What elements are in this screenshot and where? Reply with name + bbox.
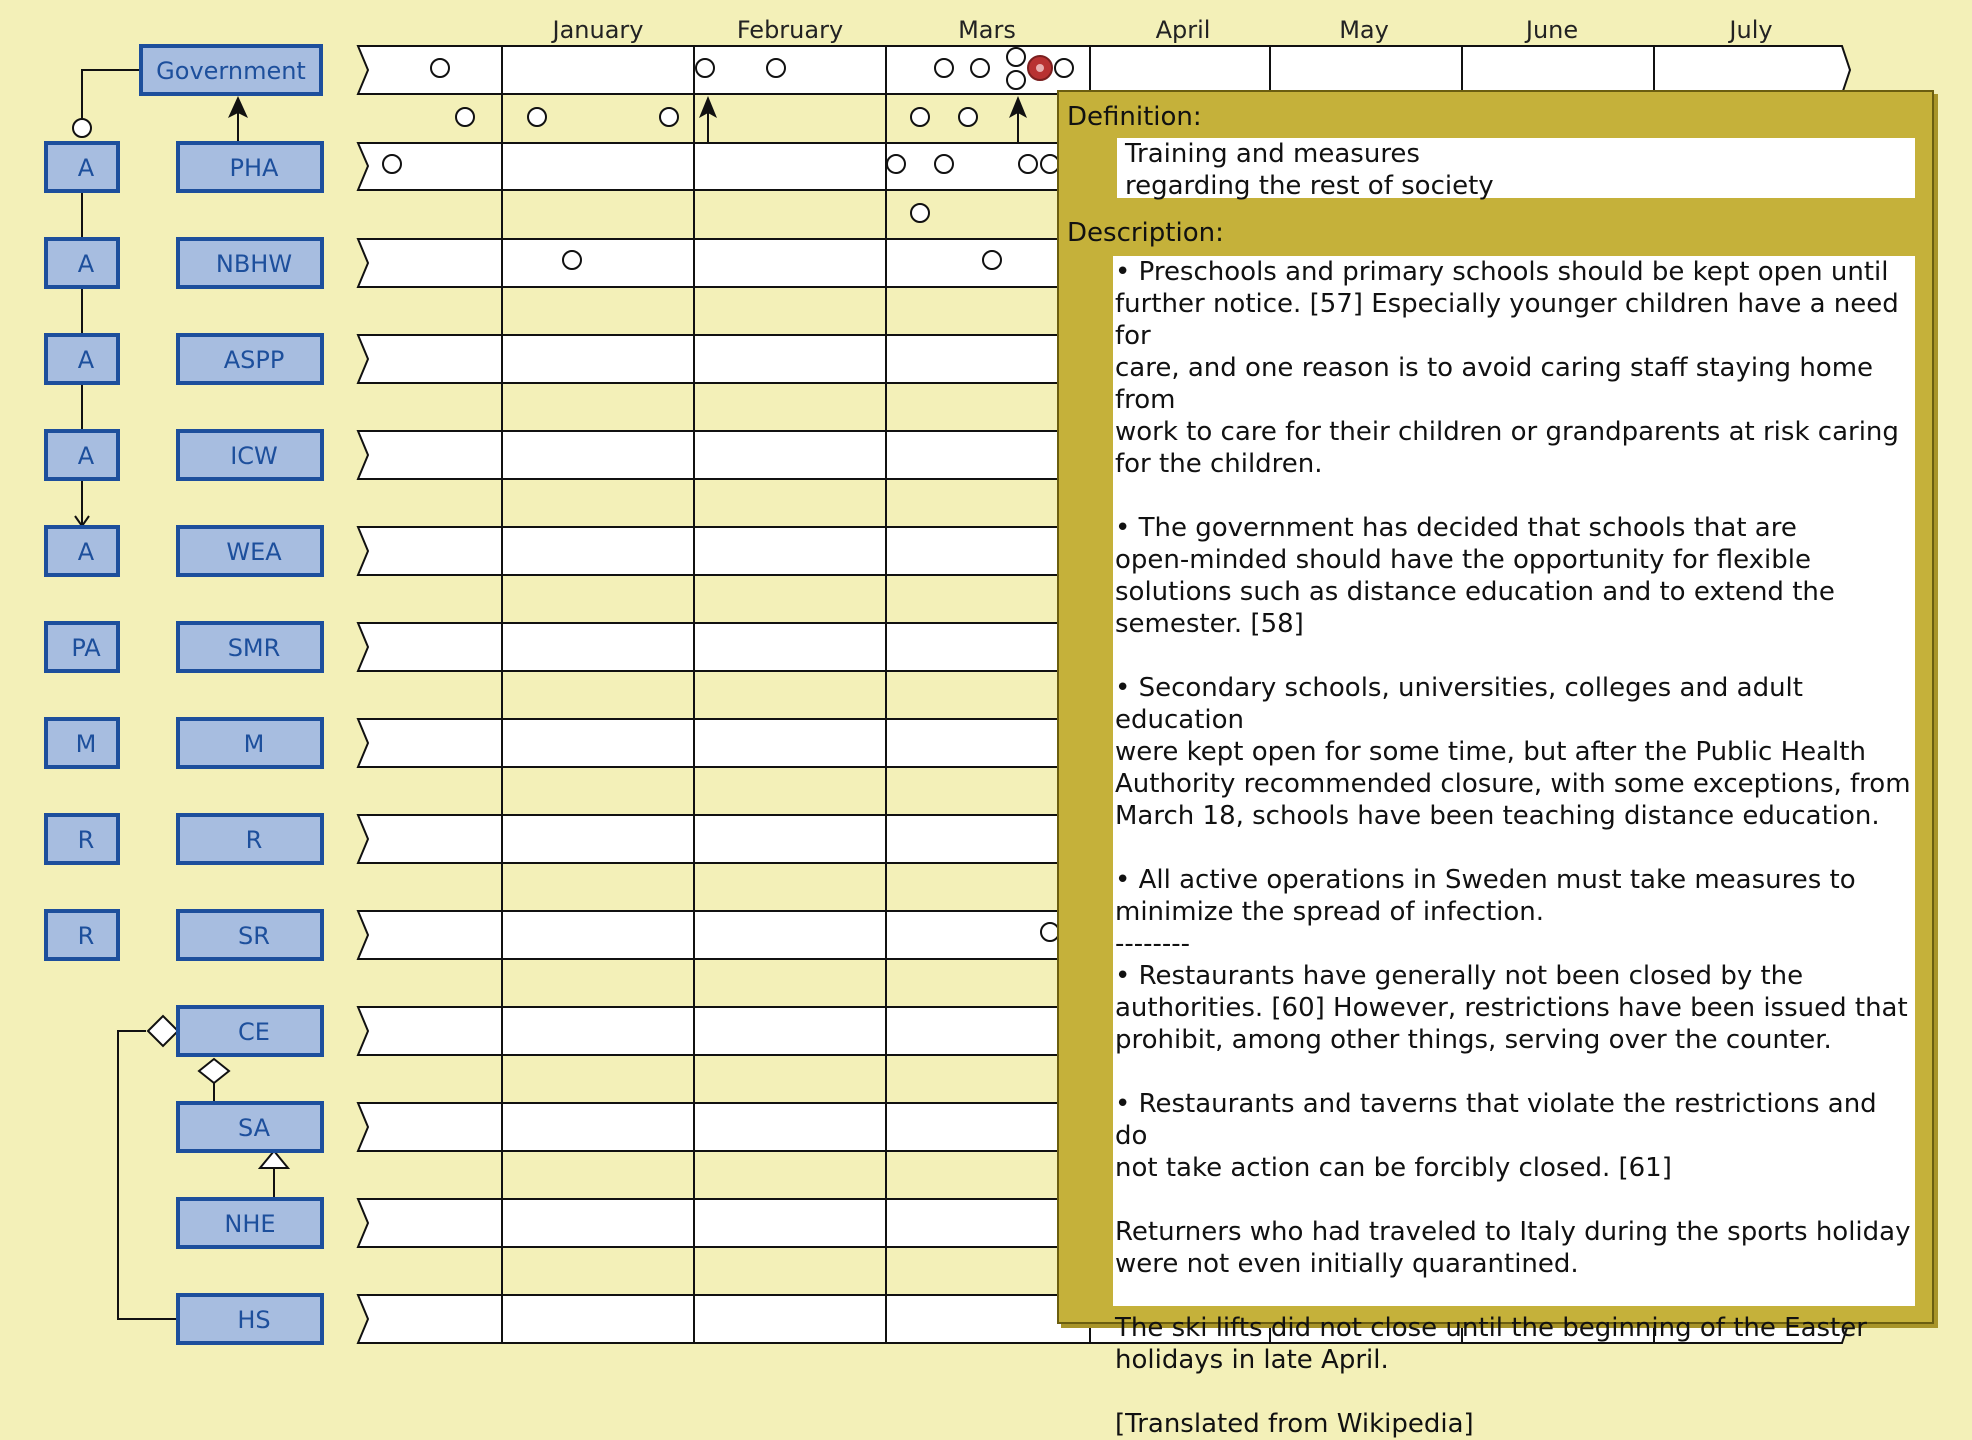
month-label-april: April bbox=[1155, 16, 1211, 44]
node-label: R bbox=[77, 922, 95, 950]
aggregation-diamond-ce-sa bbox=[199, 1059, 229, 1083]
node-label: M bbox=[243, 730, 265, 758]
node-r-right[interactable] bbox=[178, 815, 322, 863]
month-label-july: July bbox=[1729, 16, 1773, 44]
event-marker[interactable] bbox=[456, 108, 474, 126]
node-label: SR bbox=[238, 922, 270, 950]
node-sr[interactable] bbox=[178, 911, 322, 959]
node-label: CE bbox=[238, 1018, 270, 1046]
node-nbhw[interactable] bbox=[178, 239, 322, 287]
event-marker[interactable] bbox=[911, 108, 929, 126]
node-icw[interactable] bbox=[178, 431, 322, 479]
connector-circle-icon bbox=[73, 119, 91, 137]
node-label: NBHW bbox=[215, 250, 293, 278]
node-smr[interactable] bbox=[178, 623, 322, 671]
event-marker[interactable] bbox=[696, 59, 714, 77]
event-marker[interactable] bbox=[971, 59, 989, 77]
month-labels bbox=[551, 16, 1773, 44]
node-sa[interactable] bbox=[178, 1103, 322, 1151]
description-label: Description: bbox=[1067, 218, 1224, 248]
node-a-3[interactable] bbox=[46, 335, 118, 383]
event-marker[interactable] bbox=[383, 155, 401, 173]
event-marker[interactable] bbox=[1007, 48, 1025, 66]
node-m-right[interactable] bbox=[178, 719, 322, 767]
node-nhe[interactable] bbox=[178, 1199, 322, 1247]
node-r-left-1[interactable] bbox=[46, 815, 118, 863]
node-label: A bbox=[77, 442, 95, 470]
node-label: SA bbox=[237, 1114, 271, 1142]
right-node-column bbox=[178, 143, 322, 1343]
node-a-4[interactable] bbox=[46, 431, 118, 479]
description-text[interactable]: • Preschools and primary schools should be kept open until further notice. [57] Especially younger children have a need for care, and one reason is to avoid caring staff staying home from work to care for their children or grandparents at risk caring for the children. • The government has decided that schools that are open-minded should have the opportunity for flexible solutions such as distance education and to extend the semester. [58] • Secondary schools, universities, colleges and adult education were kept open for some time, but after the Public Health Authority recommended closure, with some exceptions, from March 18, schools have been teaching distance education. • All active operations in Sweden must take measures to minimize the spread of infection. -------- • Restaurants have generally not been closed by the authorities. [60] However, restrictions have been issued that prohibit, among other things, serving over the counter. • Restaurants and taverns that violate the restrictions and do not take action can be forcibly closed. [61] Returners who had traveled to Italy during the sports holiday were not even initially quarantined. The ski lifts did not close until the beginning of the Easter holidays in late April. [Translated from Wikipedia] bbox=[1113, 256, 1915, 1306]
event-marker[interactable] bbox=[563, 251, 581, 269]
node-label: HS bbox=[237, 1306, 271, 1334]
node-label: NHE bbox=[224, 1210, 276, 1238]
month-label-mars: Mars bbox=[958, 16, 1016, 44]
connector-government-a bbox=[82, 70, 141, 121]
node-label: A bbox=[77, 250, 95, 278]
event-marker[interactable] bbox=[767, 59, 785, 77]
event-marker[interactable] bbox=[431, 59, 449, 77]
node-label: PA bbox=[71, 634, 101, 662]
month-label-may: May bbox=[1339, 16, 1389, 44]
event-marker[interactable] bbox=[911, 204, 929, 222]
event-info-panel[interactable] bbox=[1057, 90, 1934, 1439]
node-label: A bbox=[77, 154, 95, 182]
node-m-left[interactable] bbox=[46, 719, 118, 767]
node-wea[interactable] bbox=[178, 527, 322, 575]
node-a-5[interactable] bbox=[46, 527, 118, 575]
month-label-june: June bbox=[1525, 16, 1579, 44]
node-pa[interactable] bbox=[46, 623, 118, 671]
event-marker[interactable] bbox=[528, 108, 546, 126]
node-ce[interactable] bbox=[178, 1007, 322, 1055]
left-node-column bbox=[46, 143, 118, 959]
node-a-2[interactable] bbox=[46, 239, 118, 287]
node-label: WEA bbox=[226, 538, 282, 566]
event-marker[interactable] bbox=[935, 155, 953, 173]
node-label: PHA bbox=[229, 154, 279, 182]
event-arrows bbox=[699, 96, 1027, 143]
node-label: R bbox=[245, 826, 263, 854]
node-label: A bbox=[77, 538, 95, 566]
definition-text: Training and measures regarding the rest of society bbox=[1117, 138, 1915, 198]
month-label-february: February bbox=[736, 16, 844, 44]
node-label: ICW bbox=[230, 442, 278, 470]
connector-hs-ce bbox=[118, 1031, 178, 1319]
node-r-left-2[interactable] bbox=[46, 911, 118, 959]
node-a-1[interactable] bbox=[46, 143, 118, 191]
node-pha[interactable] bbox=[178, 143, 322, 191]
event-marker[interactable] bbox=[1007, 71, 1025, 89]
event-marker[interactable] bbox=[887, 155, 905, 173]
event-marker[interactable] bbox=[959, 108, 977, 126]
node-label: R bbox=[77, 826, 95, 854]
event-marker[interactable] bbox=[935, 59, 953, 77]
node-label: ASPP bbox=[223, 346, 285, 374]
definition-label: Definition: bbox=[1067, 102, 1202, 132]
node-label: A bbox=[77, 346, 95, 374]
node-hs[interactable] bbox=[178, 1295, 322, 1343]
event-marker[interactable] bbox=[660, 108, 678, 126]
month-label-january: January bbox=[552, 16, 644, 44]
aggregation-diamond-ce-hs bbox=[148, 1016, 178, 1046]
generalization-triangle-sa-nhe bbox=[260, 1151, 288, 1168]
government-label: Government bbox=[156, 57, 306, 85]
node-label: SMR bbox=[227, 634, 281, 662]
node-label: M bbox=[75, 730, 97, 758]
event-marker[interactable] bbox=[1055, 59, 1073, 77]
node-aspp[interactable] bbox=[178, 335, 322, 383]
selected-event-marker-core bbox=[1036, 64, 1044, 72]
lane-government bbox=[358, 46, 1850, 94]
event-marker[interactable] bbox=[983, 251, 1001, 269]
event-marker[interactable] bbox=[1019, 155, 1037, 173]
node-government[interactable] bbox=[141, 46, 321, 94]
